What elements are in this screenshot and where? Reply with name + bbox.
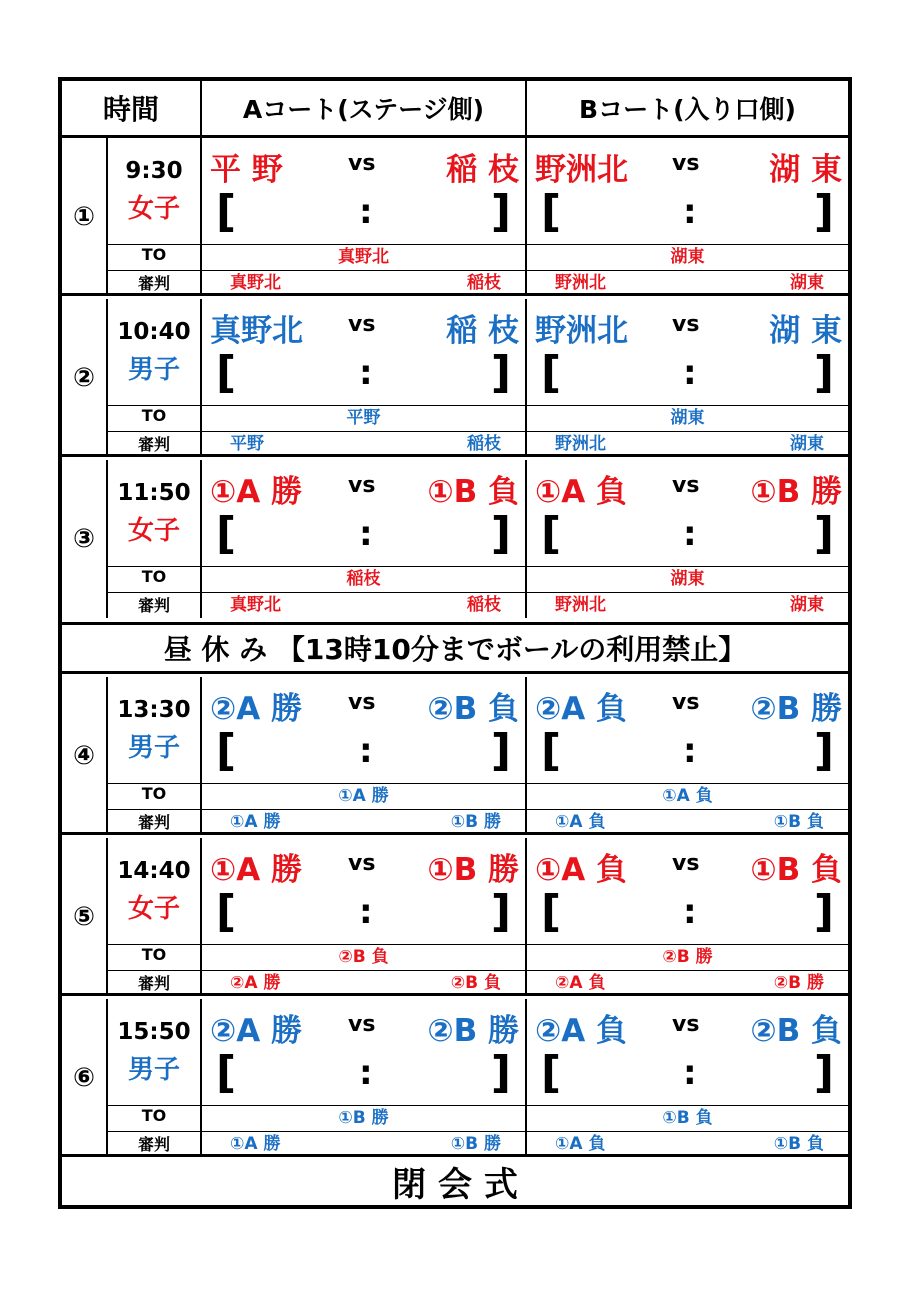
team-2: ②B 負 (427, 691, 519, 727)
schedule-sheet (58, 77, 852, 1209)
referee-label: 審判 (137, 813, 170, 832)
vs-label: vs (348, 473, 376, 498)
referee-1: ②A 負 (555, 973, 606, 993)
referee-label: 審判 (137, 1135, 170, 1154)
vs-label: vs (672, 151, 700, 176)
to-label: TO (141, 945, 167, 964)
referee-2: 稲枝 (467, 434, 501, 454)
score-open-bracket: [ (216, 347, 237, 398)
vs-label: vs (672, 690, 700, 715)
table-official: ①A 勝 (338, 786, 389, 806)
vs-label: vs (348, 312, 376, 337)
team-1: ①A 勝 (210, 852, 303, 888)
referee-2: ①B 勝 (450, 1134, 501, 1154)
score-colon: : (359, 892, 373, 932)
match-category: 女子 (127, 194, 180, 224)
referee-2: ①B 負 (773, 812, 824, 832)
team-1: ②A 負 (535, 691, 628, 727)
match-block (62, 838, 848, 996)
team-2: 湖 東 (769, 152, 842, 188)
table-official: ①B 負 (662, 1108, 713, 1128)
header-row (62, 81, 848, 138)
table-official: 湖東 (670, 408, 705, 428)
referee-2: ②B 勝 (773, 973, 824, 993)
referee-2: ①B 負 (773, 1134, 824, 1154)
score-colon: : (359, 514, 373, 554)
team-2: ①B 負 (750, 852, 842, 888)
vs-label: vs (672, 1012, 700, 1037)
score-open-bracket: [ (541, 508, 562, 559)
table-official: 湖東 (670, 569, 705, 589)
match-time: 14:40 (117, 858, 191, 884)
referee-label: 審判 (137, 596, 170, 615)
match-block (62, 677, 848, 835)
table-official: ①A 負 (662, 786, 713, 806)
team-1: 平 野 (210, 152, 283, 188)
score-close-bracket: ] (490, 725, 511, 776)
table-official: 真野北 (338, 247, 389, 267)
header-court-b: Bコート(入り口側) (579, 95, 796, 124)
table-official: 稲枝 (346, 569, 381, 589)
vs-label: vs (348, 151, 376, 176)
referee-1: 野洲北 (555, 595, 606, 615)
vs-label: vs (348, 690, 376, 715)
match-time: 13:30 (117, 697, 191, 723)
header-court-a: Aコート(ステージ側) (242, 95, 485, 124)
score-open-bracket: [ (541, 1047, 562, 1098)
referee-2: 湖東 (790, 595, 824, 615)
score-colon: : (683, 1053, 697, 1093)
referee-2: 稲枝 (467, 273, 501, 293)
score-colon: : (683, 731, 697, 771)
score-open-bracket: [ (216, 186, 237, 237)
match-time: 10:40 (117, 319, 191, 345)
score-open-bracket: [ (541, 347, 562, 398)
team-1: ②A 負 (535, 1013, 628, 1049)
team-2: ②B 勝 (750, 691, 842, 727)
team-2: ②B 勝 (427, 1013, 519, 1049)
match-block (62, 460, 848, 618)
match-category: 男子 (127, 1055, 180, 1085)
match-number: ① (72, 202, 95, 232)
match-category: 男子 (127, 355, 180, 385)
team-1: ①A 負 (535, 852, 628, 888)
table-official: ②B 負 (338, 947, 389, 967)
score-close-bracket: ] (490, 347, 511, 398)
team-1: 野洲北 (535, 313, 628, 349)
vs-label: vs (672, 473, 700, 498)
match-time: 15:50 (117, 1019, 191, 1045)
team-2: 稲 枝 (446, 152, 519, 188)
score-open-bracket: [ (541, 725, 562, 776)
vs-label: vs (348, 851, 376, 876)
score-close-bracket: ] (490, 886, 511, 937)
referee-1: ①A 勝 (230, 1134, 281, 1154)
score-colon: : (683, 353, 697, 393)
team-2: ①B 勝 (750, 474, 842, 510)
team-1: ①A 勝 (210, 474, 303, 510)
referee-2: 湖東 (790, 434, 824, 454)
referee-1: 平野 (230, 434, 264, 454)
team-1: ②A 勝 (210, 691, 303, 727)
team-1: ①A 負 (535, 474, 628, 510)
match-number: ⑤ (72, 902, 95, 932)
score-close-bracket: ] (813, 1047, 834, 1098)
match-number: ③ (72, 524, 95, 554)
referee-1: 野洲北 (555, 434, 606, 454)
referee-2: ①B 勝 (450, 812, 501, 832)
score-close-bracket: ] (813, 725, 834, 776)
match-block (62, 138, 848, 296)
referee-1: ①A 負 (555, 812, 606, 832)
score-colon: : (359, 353, 373, 393)
referee-label: 審判 (137, 435, 170, 454)
match-number: ④ (72, 741, 95, 771)
lunch-break-row: 昼 休 み 【13時10分までボールの利用禁止】 (62, 622, 848, 674)
score-colon: : (359, 192, 373, 232)
match-category: 男子 (127, 733, 180, 763)
referee-1: 野洲北 (555, 273, 606, 293)
to-label: TO (141, 406, 167, 425)
score-colon: : (359, 1053, 373, 1093)
referee-2: ②B 負 (450, 973, 501, 993)
score-open-bracket: [ (216, 508, 237, 559)
score-close-bracket: ] (490, 508, 511, 559)
score-open-bracket: [ (541, 186, 562, 237)
table-official: 平野 (346, 408, 381, 428)
match-time: 9:30 (125, 158, 183, 184)
to-label: TO (141, 245, 167, 264)
score-open-bracket: [ (216, 886, 237, 937)
vs-label: vs (348, 1012, 376, 1037)
to-label: TO (141, 567, 167, 586)
referee-2: 稲枝 (467, 595, 501, 615)
match-category: 女子 (127, 894, 180, 924)
closing-ceremony-row: 閉 会 式 (62, 1154, 848, 1205)
score-colon: : (359, 731, 373, 771)
match-number: ⑥ (72, 1063, 95, 1093)
referee-1: ②A 勝 (230, 973, 281, 993)
score-open-bracket: [ (541, 886, 562, 937)
score-close-bracket: ] (813, 886, 834, 937)
table-official: 湖東 (670, 247, 705, 267)
score-colon: : (683, 892, 697, 932)
score-close-bracket: ] (813, 347, 834, 398)
team-2: ②B 負 (750, 1013, 842, 1049)
to-label: TO (141, 1106, 167, 1125)
referee-label: 審判 (137, 974, 170, 993)
table-official: ②B 勝 (662, 947, 713, 967)
referee-label: 審判 (137, 274, 170, 293)
match-number: ② (72, 363, 95, 393)
team-2: ①B 負 (427, 474, 519, 510)
team-1: 真野北 (210, 313, 303, 349)
match-block (62, 999, 848, 1157)
table-official: ①B 勝 (338, 1108, 389, 1128)
score-close-bracket: ] (813, 508, 834, 559)
score-colon: : (683, 192, 697, 232)
vs-label: vs (672, 851, 700, 876)
team-2: 湖 東 (769, 313, 842, 349)
team-1: ②A 勝 (210, 1013, 303, 1049)
referee-1: 真野北 (230, 595, 281, 615)
referee-2: 湖東 (790, 273, 824, 293)
referee-1: ①A 勝 (230, 812, 281, 832)
referee-1: 真野北 (230, 273, 281, 293)
score-colon: : (683, 514, 697, 554)
team-1: 野洲北 (535, 152, 628, 188)
header-time: 時間 (102, 93, 159, 126)
score-close-bracket: ] (813, 186, 834, 237)
match-block (62, 299, 848, 457)
score-open-bracket: [ (216, 725, 237, 776)
score-open-bracket: [ (216, 1047, 237, 1098)
vs-label: vs (672, 312, 700, 337)
team-2: ①B 勝 (427, 852, 519, 888)
score-close-bracket: ] (490, 1047, 511, 1098)
to-label: TO (141, 784, 167, 803)
referee-1: ①A 負 (555, 1134, 606, 1154)
match-category: 女子 (127, 516, 180, 546)
match-time: 11:50 (117, 480, 191, 506)
score-close-bracket: ] (490, 186, 511, 237)
team-2: 稲 枝 (446, 313, 519, 349)
